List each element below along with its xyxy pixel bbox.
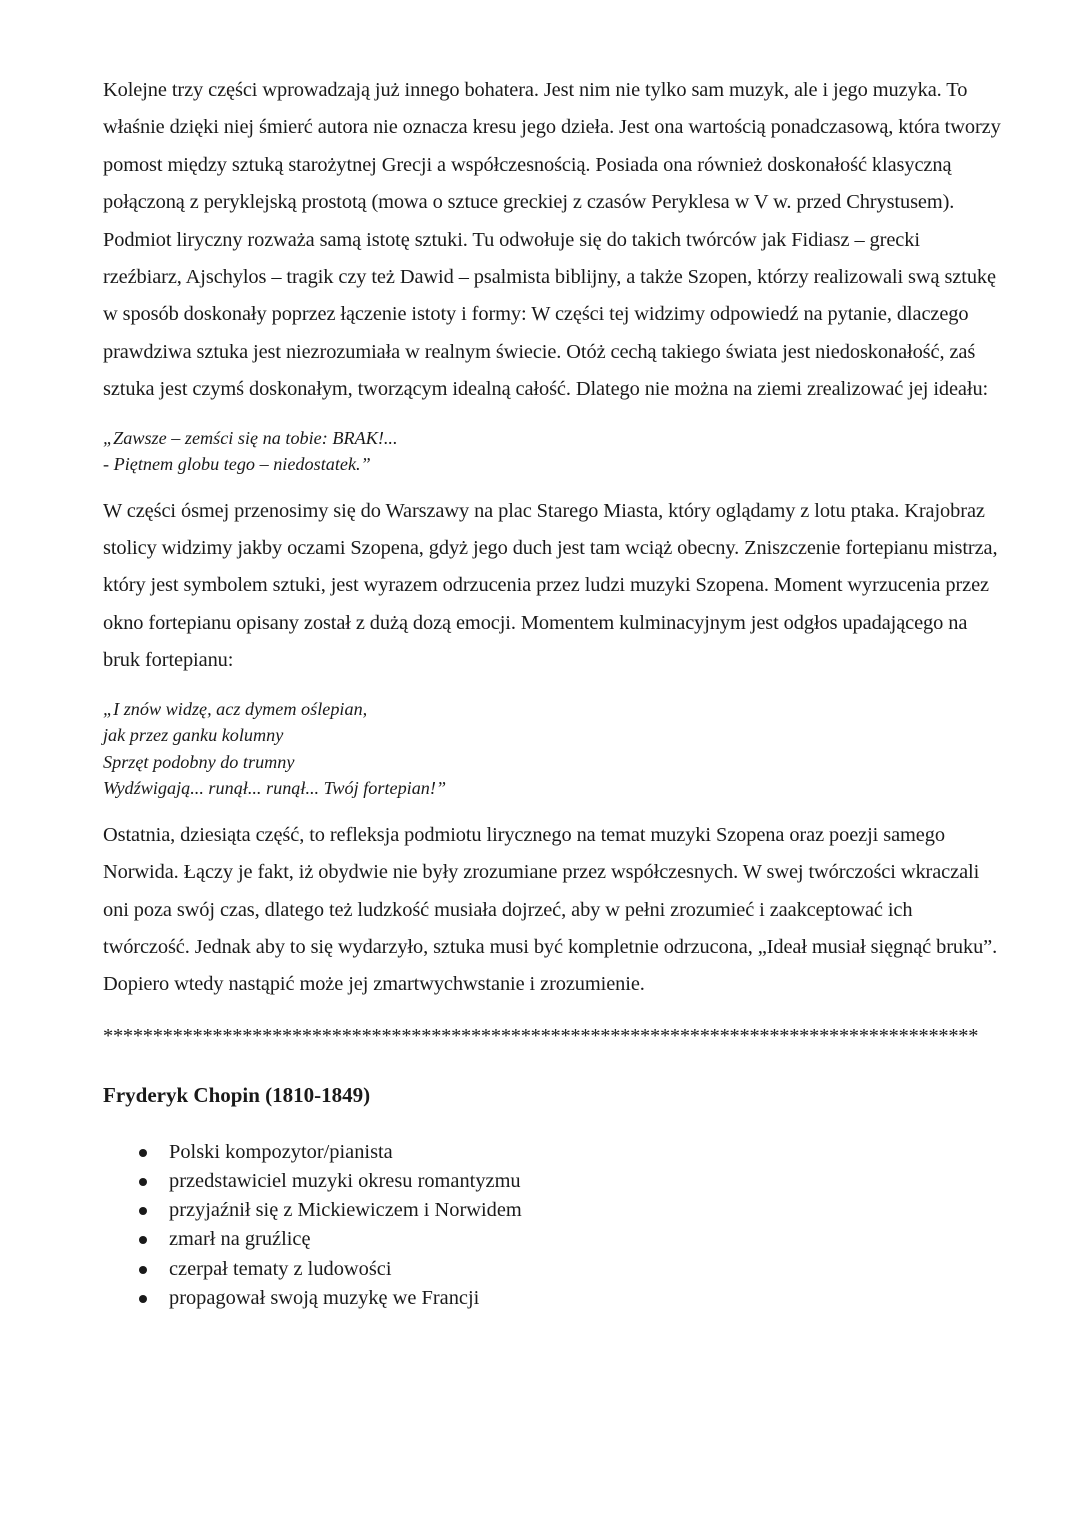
list-item (137, 1196, 1003, 1225)
list-item (137, 1225, 1003, 1254)
bullet-icon (139, 1295, 147, 1303)
list-item-text: przedstawiciel muzyki okresu romantyzmu (169, 1169, 521, 1192)
document-page (103, 72, 1003, 1313)
list-item (137, 1284, 1003, 1313)
list-item-text: zmarł na gruźlicę (169, 1228, 311, 1251)
list-item-text: propagował swoją muzykę we Francji (169, 1286, 480, 1309)
quote-fortepian (103, 696, 1003, 802)
paragraph-part-eight: W części ósmej przenosimy się do Warszawy na plac Starego Miasta, który oglądamy z lotu ptaka. Krajobraz stolicy widzimy jakby oczami Szopena, gdyż jego duch jest tam wciąż obecny. Zniszczenie fortepianu mistrza, który jest symbolem sztuki, jest wyrazem odrzucenia przez ludzi muzyki Szopena. Moment wyrzucenia przez okno fortepianu opisany został z dużą dozą emocji. Momentem kulminacyjnym jest odgłos upadającego na bruk fortepianu: (103, 499, 998, 672)
list-item-text: przyjaźnił się z Mickiewiczem i Norwidem (169, 1199, 522, 1222)
bullet-icon (139, 1207, 147, 1215)
section-heading: Fryderyk Chopin (1810-1849) (103, 1082, 371, 1107)
paragraph-parts-three: Kolejne trzy części wprowadzają już innego bohatera. Jest nim nie tylko sam muzyk, ale i jego muzyka. To właśnie dzięki niej śmierć autora nie oznacza kresu jego dzieła. Jest ona wartością ponadczasową, która tworzy pomost między sztuką starożytnej Grecji a współczesnością. Posiada ona również doskonałość klasyczną połączoną z peryklejską prostotą (mowa o sztuce greckiej z czasów Peryklesa w V w. przed Chrystusem). Podmiot liryczny rozważa samą istotę sztuki. Tu odwołuje się do takich twórców jak Fidiasz – grecki rzeźbiarz, Ajschylos – tragik czy też Dawid – psalmista biblijny, a także Szopen, którzy realizowali swą sztukę w sposób doskonały poprzez łączenie istoty i formy: W części tej widzimy odpowiedź na pytanie, dlaczego prawdziwa sztuka jest niezrozumiała w realnym świecie. Otóż cechą takiego świata jest niedoskonałość, zaś sztuka jest czymś doskonałym, tworzącym idealną całość. Dlatego nie można na ziemi zrealizować jej ideału: (103, 79, 1001, 401)
list-item (137, 1255, 1003, 1284)
quote-line: Sprzęt podobny do trumny (103, 751, 295, 772)
list-item (137, 1167, 1003, 1196)
quote-line: Wydźwigają... runął... runął... Twój fortepian!” (103, 778, 447, 799)
bullet-list (103, 1138, 1003, 1313)
separator-line: **************************************************************************************** (103, 1024, 979, 1047)
list-item-text: Polski kompozytor/pianista (169, 1140, 393, 1163)
bullet-icon (139, 1178, 147, 1186)
bullet-icon (139, 1149, 147, 1157)
paragraph-part-ten: Ostatnia, dziesiąta część, to refleksja podmiotu lirycznego na temat muzyki Szopena oraz poezji samego Norwida. Łączy je fakt, iż obydwie nie były zrozumiane przez współczesnych. W swej twórczości wkraczali oni poza swój czas, dlatego też ludzkość musiała dojrzeć, aby w pełni zrozumieć i zaakceptować ich twórczość. Jednak aby to się wydarzyło, sztuka musi być kompletnie odrzucona, „Ideał musiał sięgnąć bruku”. Dopiero wtedy nastąpić może jej zmartwychwstanie i zrozumienie. (103, 823, 998, 996)
quote-brak (103, 425, 1003, 478)
quote-line: „Zawsze – zemści się na tobie: BRAK!... (103, 427, 398, 448)
bullet-icon (139, 1266, 147, 1274)
quote-line: - Piętnem globu tego – niedostatek.” (103, 454, 371, 475)
quote-line: „I znów widzę, acz dymem oślepian, (103, 698, 368, 719)
quote-line: jak przez ganku kolumny (103, 725, 284, 746)
list-item-text: czerpał tematy z ludowości (169, 1257, 392, 1280)
list-item (137, 1138, 1003, 1167)
bullet-icon (139, 1236, 147, 1244)
